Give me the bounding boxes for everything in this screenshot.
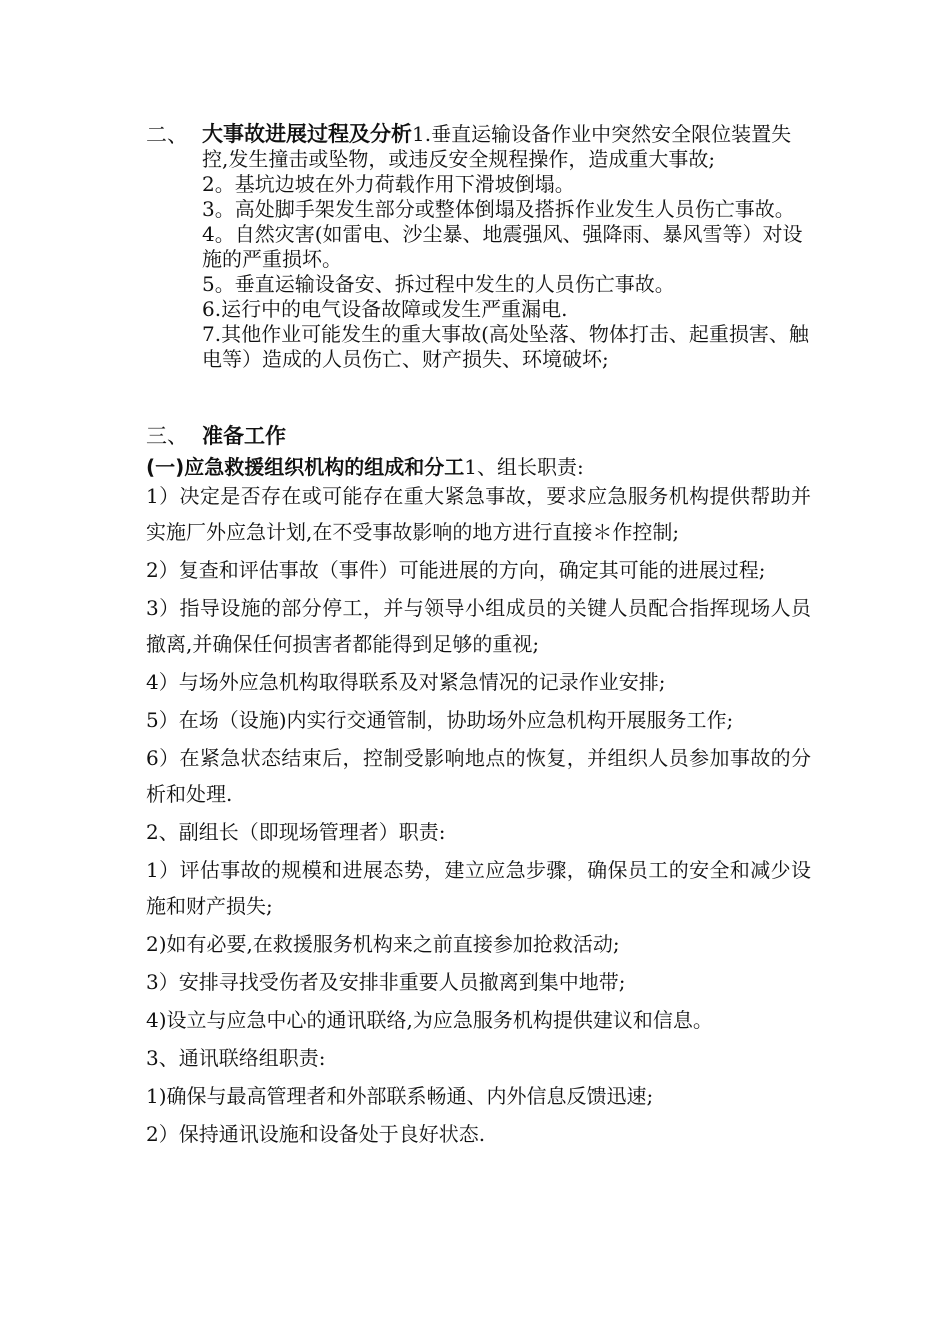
paragraph: 2、副组长（即现场管理者）职责:: [146, 820, 446, 844]
paragraph: 3、通讯联络组职责:: [146, 1046, 326, 1070]
list-item: 4。自然灾害(如雷电、沙尘暴、地震强风、强降雨、暴风雪等）对设施的严重损坏。: [202, 222, 803, 271]
section-2-items: [202, 172, 816, 372]
paragraph: 4)设立与应急中心的通讯联络,为应急服务机构提供建议和信息。: [146, 1008, 713, 1032]
section-2-number: 二、: [146, 123, 188, 147]
paragraph: 4）与场外应急机构取得联系及对紧急情况的记录作业安排;: [146, 670, 666, 694]
section-3-header: [146, 423, 816, 449]
list-item: 5。垂直运输设备安、拆过程中发生的人员伤亡事故。: [202, 272, 675, 296]
body-text: [146, 478, 811, 1154]
section-2-header: [146, 122, 816, 172]
paragraph: 2)如有必要,在救援服务机构来之前直接参加抢救活动;: [146, 932, 620, 956]
paragraph: 1）评估事故的规模和进展态势，建立应急步骤，确保员工的安全和减少设施和财产损失;: [146, 858, 811, 918]
section-3: [146, 423, 816, 483]
list-item: 2。基坑边坡在外力荷载作用下滑坡倒塌。: [202, 172, 575, 196]
list-item: 3。高处脚手架发生部分或整体倒塌及搭拆作业发生人员伤亡事故。: [202, 197, 795, 221]
subsection-heading: (一)应急救援组织机构的组成和分工: [146, 455, 465, 479]
paragraph: 3）安排寻找受伤者及安排非重要人员撤离到集中地带;: [146, 970, 626, 994]
list-item: 6.运行中的电气设备故障或发生严重漏电.: [202, 297, 568, 321]
paragraph: 3）指导设施的部分停工，并与领导小组成员的关键人员配合指挥现场人员撤离,并确保任何损害者都能得到足够的重视;: [146, 596, 811, 656]
subsection-lead: 1、组长职责:: [464, 455, 584, 479]
section-2-heading: 大事故进展过程及分析: [202, 122, 412, 146]
paragraph: 2）保持通讯设施和设备处于良好状态.: [146, 1122, 486, 1146]
paragraph: 1)确保与最高管理者和外部联系畅通、内外信息反馈迅速;: [146, 1084, 654, 1108]
section-3-number: 三、: [146, 424, 188, 448]
paragraph: 6）在紧急状态结束后，控制受影响地点的恢复，并组织人员参加事故的分析和处理.: [146, 746, 811, 806]
paragraph: 5）在场（设施)内实行交通管制，协助场外应急机构开展服务工作;: [146, 708, 734, 732]
list-item: 7.其他作业可能发生的重大事故(高处坠落、物体打击、起重损害、触电等）造成的人员伤亡、财产损失、环境破坏;: [202, 322, 809, 371]
section-2-lead-line: [202, 122, 816, 172]
section-2: [146, 122, 816, 372]
paragraph: 1）决定是否存在或可能存在重大紧急事故，要求应急服务机构提供帮助并实施厂外应急计划,在不受事故影响的地方进行直接＊作控制;: [146, 484, 811, 544]
section-2-lead-text: 1.垂直运输设备作业中突然安全限位装置失控,发生撞击或坠物，或违反安全规程操作，造成重大事故;: [202, 122, 792, 171]
section-3-heading: 准备工作: [202, 424, 286, 448]
paragraph: 2）复查和评估事故（事件）可能进展的方向，确定其可能的进展过程;: [146, 558, 766, 582]
